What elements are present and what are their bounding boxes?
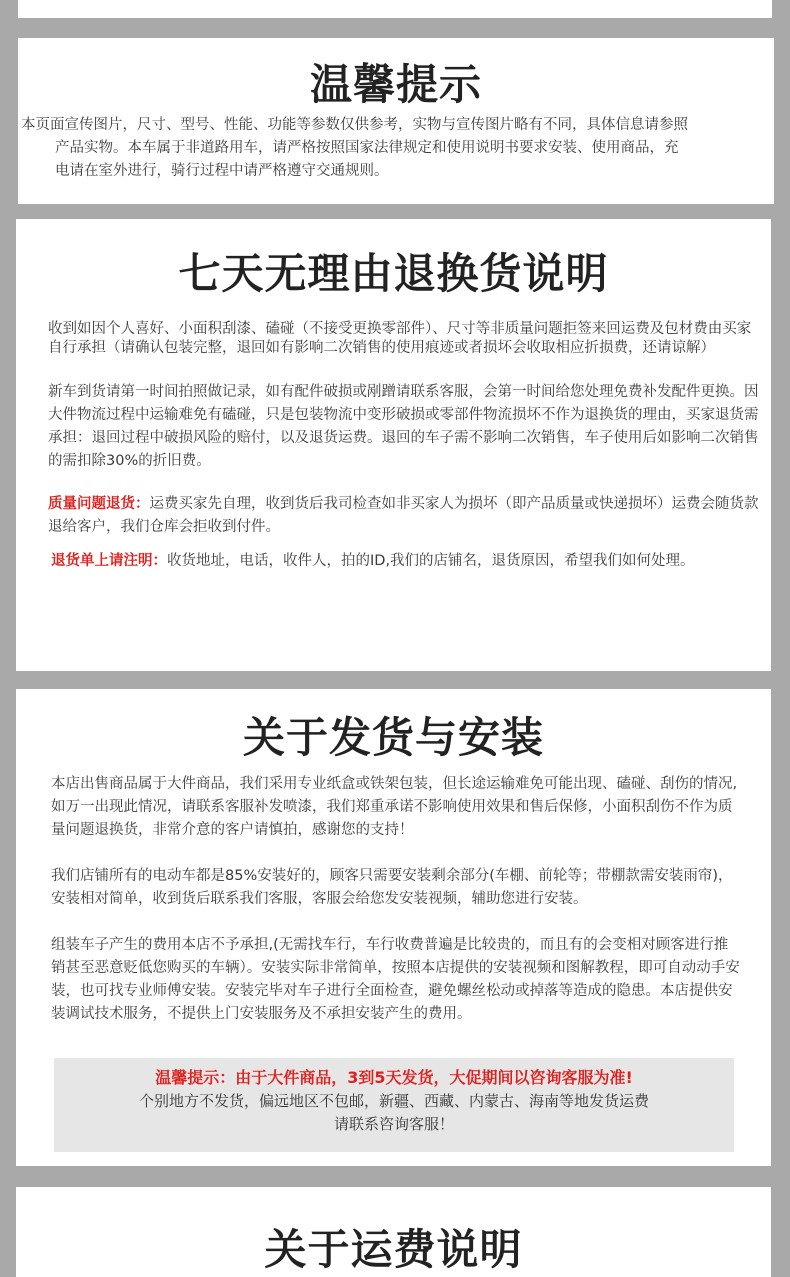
quality-return-text: 运费买家先自理，收到货后我司检查如非买家人为损坏（即产品质量或快递损坏）运费会随货款退给客户，我们仓库会拒收到付件。	[48, 496, 759, 535]
shipping-notice-heading: 温馨提示：由于大件商品，3到5天发货，大促期间以咨询客服为准!	[155, 1068, 633, 1087]
shipping-fee-card	[16, 1187, 771, 1277]
shipping-fee-title: 关于运费说明	[264, 1225, 523, 1274]
return-note-paragraph	[51, 550, 763, 573]
warm-tips-line-1: 本页面宣传图片，尺寸、型号、性能、功能等参数仅供参考，实物与宣传图片略有不同，具体信息请参照	[21, 117, 688, 133]
return-policy-paragraph-1: 收到如因个人喜好、小面积刮漆、磕碰（不接受更换零部件）、尺寸等非质量问题拒签来回运费及包材费由买家自行承担（请确认包装完整，退回如有影响二次销售的使用痕迹或者损坏会收取相应折损费，还请谅解）	[48, 321, 752, 356]
warm-tips-line-3: 电请在室外进行，骑行过程中请严格遵守交通规则。	[55, 163, 389, 179]
shipping-notice-line-1: 个别地方不发货，偏远地区不包邮，新疆、西藏、内蒙古、海南等地发货运费	[138, 1092, 649, 1110]
install-paragraph-3: 组装车子产生的费用本店不予承担,(无需找车行，车行收费普遍是比较贵的，而且有的会变相对顾客进行推销甚至恶意贬低您购买的车辆）。安装实际非常简单，按照本店提供的安装视频和图解教程，即可自动动手安装，也可找专业师傅安装。安装完毕对车子进行全面检查，避免螺丝松动或掉落等造成的隐患。本店提供安装调试技术服务，不提供上门安装服务及不承担安装产生的费用。	[51, 937, 740, 1022]
shipping-notice-box	[54, 1058, 734, 1152]
shipping-install-card	[16, 689, 771, 1166]
return-note-label: 退货单上请注明：	[51, 553, 167, 569]
shipping-install-title: 关于发货与安装	[242, 713, 544, 762]
warm-tips-card	[18, 38, 774, 204]
install-paragraph-2: 我们店铺所有的电动车都是85%安装好的，顾客只需要安装剩余部分(车棚、前轮等；带棚款需安装雨帘)，安装相对简单，收到货后联系我们客服，客服会给您发安装视频，辅助您进行安装。	[51, 868, 733, 907]
top-card-edge	[18, 0, 772, 18]
quality-return-label: 质量问题退货：	[48, 496, 150, 512]
quality-return-paragraph	[48, 493, 760, 539]
shipping-notice-line-2: 请联系咨询客服！	[333, 1115, 454, 1133]
return-note-text: 收货地址，电话，收件人，拍的ID,我们的店铺名，退货原因，希望我们如何处理。	[167, 553, 695, 569]
warm-tips-line-2: 产品实物。本车属于非道路用车，请严格按照国家法律规定和使用说明书要求安装、使用商品，充	[55, 140, 679, 156]
warm-tips-text	[21, 114, 769, 183]
return-policy-card	[16, 219, 771, 671]
shipping-paragraph-1: 本店出售商品属于大件商品，我们采用专业纸盒或铁架包装，但长途运输难免可能出现、磕碰、刮伤的情况,如万一出现此情况，请联系客服补发喷漆，我们郑重承诺不影响使用效果和售后保修，小面积刮伤不作为质量问题退换货，非常介意的客户请慎拍，感谢您的支持！	[51, 776, 738, 838]
return-policy-title: 七天无理由退换货说明	[178, 249, 609, 298]
warm-tips-title: 温馨提示	[309, 60, 482, 109]
return-policy-paragraph-2: 新车到货请第一时间拍照做记录，如有配件破损或剐蹭请联系客服，会第一时间给您处理免费补发配件更换。因大件物流过程中运输难免有磕碰，只是包装物流中变形破损或零部件物流损坏不作为退换货的理由，买家退货需承担：退回过程中破损风险的赔付，以及退货运费。退回的车子需不影响二次销售，车子使用后如影响二次销售的需扣除30%的折旧费。	[48, 384, 759, 469]
